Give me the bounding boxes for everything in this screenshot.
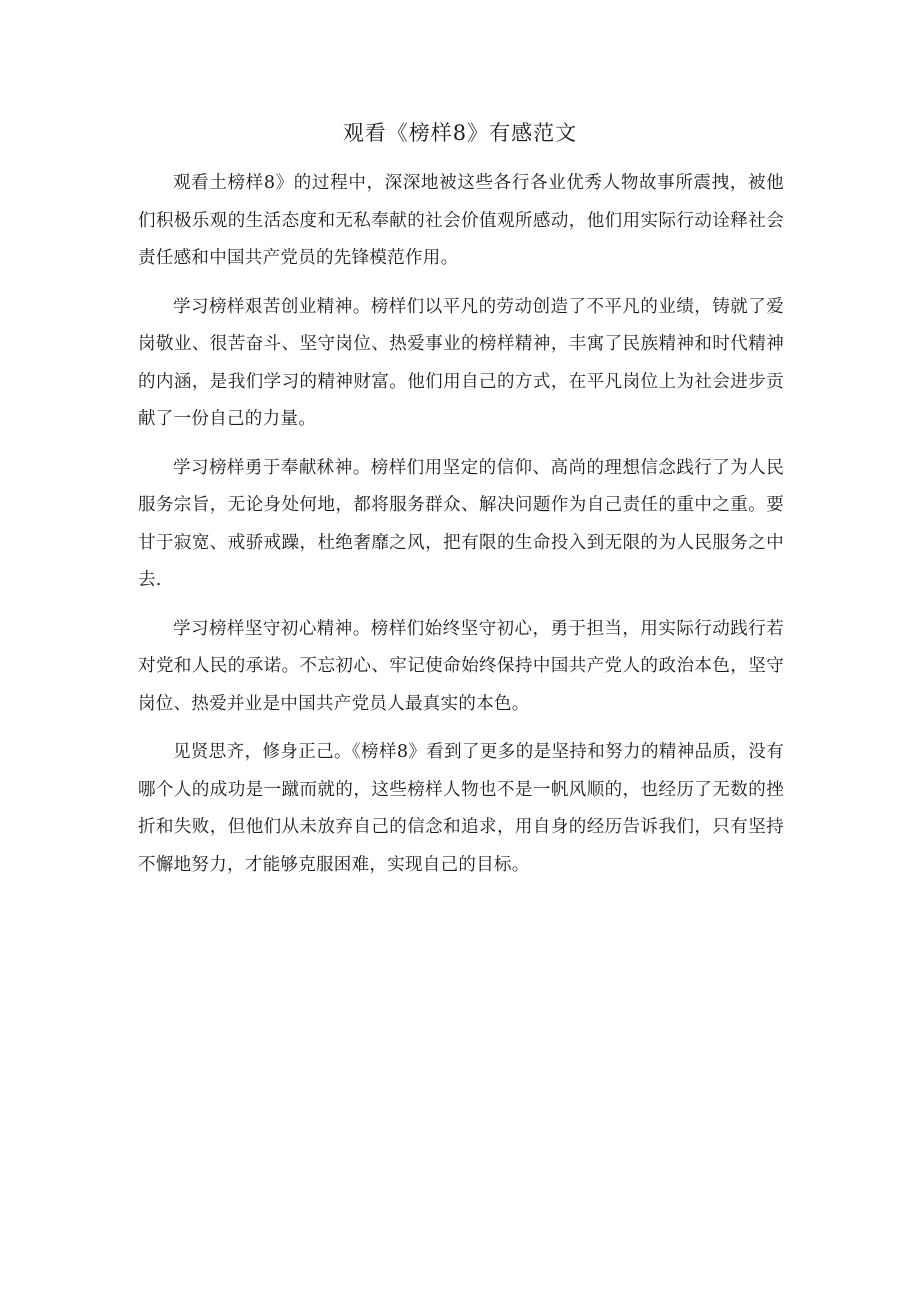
document-title: 观看《榜样8》有感范文	[342, 121, 578, 145]
paragraph-5: 见贤思齐，修身正己。《榜样8》看到了更多的是坚持和努力的精神品质，没有哪个人的成功是一蹴而就的，这些榜样人物也不是一帆风顺的，也经历了无数的挫折和失败，但他们从未放弃自己的信念和追求，用自身的经历告诉我们，只有坚持不懈地努力，才能够克服困难，实现自己的目标。	[138, 742, 784, 875]
paragraph-4: 学习榜样坚守初心精神。榜样们始终坚守初心，勇于担当，用实际行动践行若对党和人民的承诺。不忘初心、牢记使命始终保持中国共产党人的政治本色，坚守岗位、热爱并业是中国共产党员人最真实的本色。	[138, 618, 784, 714]
document-body	[138, 165, 784, 895]
paragraph-3: 学习榜样勇于奉献秫神。榜样们用坚定的信仰、高尚的理想信念践行了为人民服务宗旨，无论身处何地，都将服务群众、解决问题作为自己责任的重中之重。要甘于寂宽、戒骄戒躁，杜绝奢靡之风，把有限的生命投入到无限的为人民服务之中去.	[138, 457, 784, 590]
paragraph-2: 学习榜样艰苦创业精神。榜样们以平凡的劳动创造了不平凡的业绩，铸就了爱岗敬业、很苦奋斗、坚守岗位、热爱事业的榜样精神，丰寓了民族精神和时代精神的内涵，是我们学习的精神财富。他们用自己的方式，在平凡岗位上为社会进步贡献了一份自己的力量。	[138, 296, 784, 429]
paragraph-1: 观看土榜样8》的过程中，深深地被这些各行各业优秀人物故事所震拽，被他们积极乐观的生活态度和无私奉献的社会价值观所感动，他们用实际行动诠释社会责任感和中国共产党员的先锋模范作用。	[138, 173, 784, 268]
